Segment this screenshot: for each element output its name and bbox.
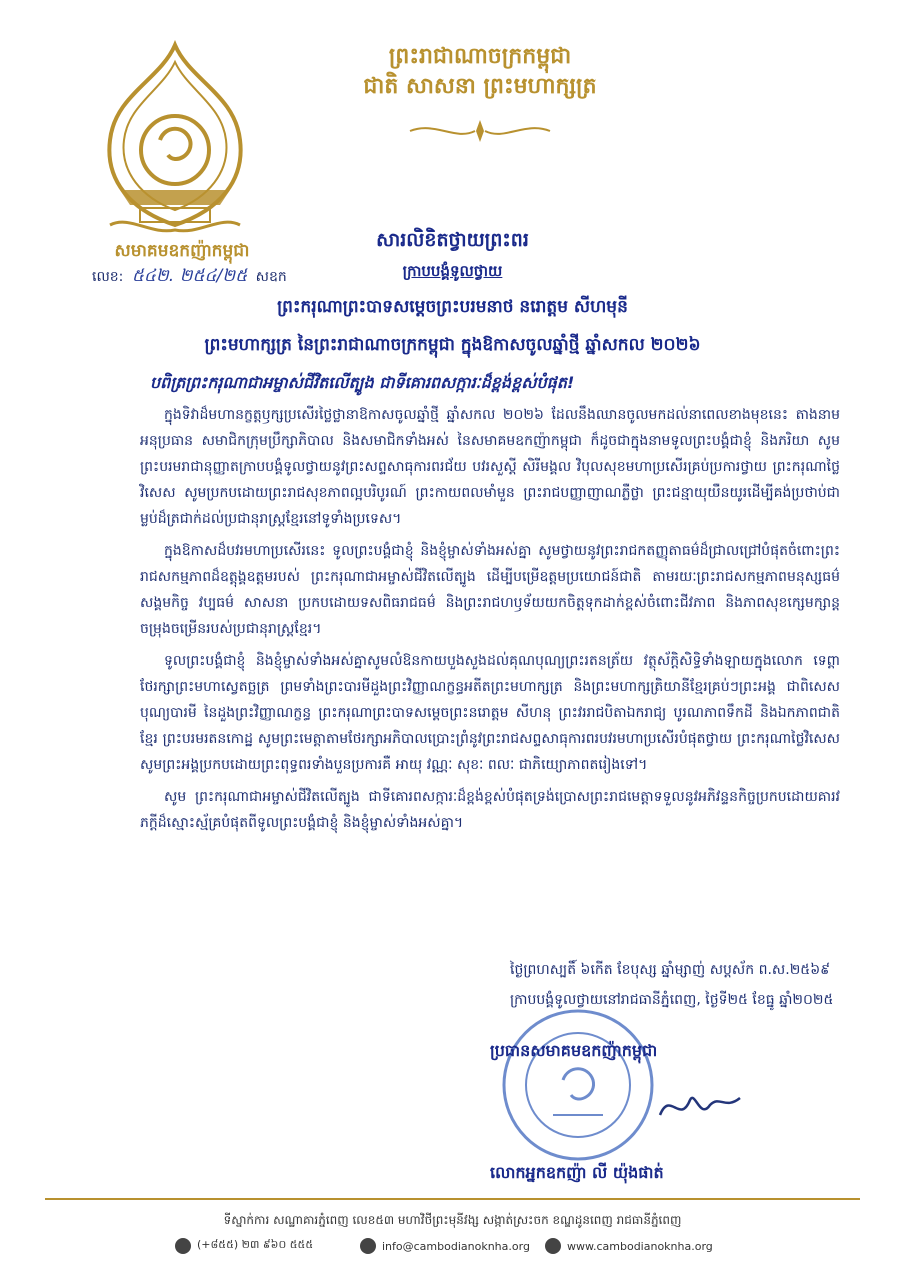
letter-subtitle: ក្រាបបង្គំទូលថ្វាយ [402,262,503,280]
addressee-line-2: ព្រះមហាក្សត្រ នៃព្រះរាជាណាចក្រកម្ពុជា ក្នុងឱកាសចូលឆ្នាំថ្មី ឆ្នាំសកល ២០២៦ [204,335,701,355]
signatory-title: ប្រធានសមាគមឧកញ៉ាកម្ពុជា [490,1041,658,1060]
addressee-line-1: ព្រះករុណាព្រះបាទសម្តេចព្រះបរមនាថ នរោត្តម សីហមុនី [277,297,628,317]
email-text: info@cambodianoknha.org [382,1239,530,1253]
signature-icon [655,1080,745,1130]
paragraph-4: សូម ព្រះករុណាជាអម្ចាស់ជីវិតលើត្បូង ជាទីគោរពសក្ការៈដ៏ខ្ពង់ខ្ពស់បំផុតទ្រង់ប្រោសព្រះរាជមេត្តាទទួលនូវអភិវន្ទនកិច្ចប្រកបដោយគារវភក្តីដ៏ស្មោះស្ម័គ្របំផុតពីទូលព្រះបង្គំជាខ្ញុំ និងខ្ញុំម្ចាស់ទាំងអស់គ្នា។ [140,789,840,831]
footer-address: ទីស្នាក់ការ សណ្ឋាគារភ្នំពេញ លេខ៥៣ មហាវិថីព្រះមុនីវង្ស សង្កាត់ស្រះចក ខណ្ឌដូនពេញ រាជធានីភ្នំពេញ [223,1213,682,1227]
contact-email [360,1238,530,1254]
paragraph-3: ទូលព្រះបង្គំជាខ្ញុំ និងខ្ញុំម្ចាស់ទាំងអស់គ្នាសូមលំឱនកាយបួងសួងដល់គុណបុណ្យព្រះរតនត្រ័យ វត្ថុស័ក្តិសិទ្ធិទាំងឡាយក្នុងលោក ទេព្តាថែរក្សាព្រះមហាស្វេតច្ឆត្រ ព្រមទាំងព្រះបារមីដួងព្រះវិញ្ញាណក្ខន្ធអតីតព្រះមហាក្សត្រ និងព្រះមហាក្សត្រិយានីខ្មែរគ្រប់ៗព្រះអង្គ ជាពិសេសបុណ្យបារមី នៃដួងព្រះវិញ្ញាណក្ខន្ធ ព្រះករុណាព្រះបាទសម្តេចព្រះនរោត្តម សីហនុ ព្រះវររាជបិតាឯករាជ្យ បូរណភាពទឹកដី និងឯកភាពជាតិខ្មែរ ព្រះបរមរតនកោដ្ឋ សូមព្រះមេត្តាតាមថែរក្សាអភិបាលប្រោះព្រំនូវព្រះរាជសព្ទសាធុការពរបវរមហាប្រសើរបំផុតថ្វាយ ព្រះករុណាថ្លៃវិសេស សូមព្រះអង្គប្រកបដោយព្រះពុទ្ធពរទាំងបួនប្រការគឺ អាយុ វណ្ណៈ សុខៈ ពលៈ ជាភិយ្យោភាពតរៀងទៅ។ [140,653,840,773]
lunar-date: ថ្ងៃព្រហស្បតិ៍ ៦កើត ខែបុស្ស ឆ្នាំម្សាញ់ សប្តស័ក ព.ស.២៥៦៩ [510,962,831,978]
kingdom-title: ព្រះរាជាណាចក្រកម្ពុជា [388,44,572,69]
ornament-divider-icon [405,118,555,144]
association-logo [90,40,260,240]
globe-icon [545,1238,561,1254]
paragraph-1: ក្នុងទិវាដ៏មហានក្ខត្តឫក្សប្រសើរថ្លៃថ្លានាឱកាសចូលឆ្នាំថ្មី ឆ្នាំសកល ២០២៦ ដែលនឹងឈានចូលមកដល់នាពេលខាងមុខនេះ តាងនាមអនុប្រធាន សមាជិកក្រុមប្រឹក្សាភិបាល និងសមាជិកទាំងអស់ នៃសមាគមឧកញ៉ាកម្ពុជា ក៏ដូចជាក្នុងនាមទូលព្រះបង្គំជាខ្ញុំ និងភរិយា សូមព្រះបរមរាជានុញ្ញាតក្រាបបង្គំទូលថ្វាយនូវព្រះសព្ទសាធុការពរជ័យ បវរសួស្តី សិរីមង្គល វិបុលសុខមហាប្រសើរគ្រប់ប្រការថ្វាយ ព្រះករុណាថ្លៃវិសេស សូមប្រកបដោយព្រះរាជសុខភាពល្អបរិបូរណ៍ ព្រះកាយពលមាំមួន ព្រះរាជបញ្ញាញាណភ្លឺថ្លា ព្រះជន្មាយុយឺនយូរដើម្បីគង់ប្រថាប់ជាម្លប់ដ៏ត្រជាក់ដល់ប្រជានុរាស្ត្រខ្មែរនៅទូទាំងប្រទេស។ [140,407,840,527]
phone-text: (+៨៥៥) ២៣ ៩៦០ ៥៥៥ [197,1238,314,1251]
ref-suffix: សឧក [255,269,287,285]
contact-website [545,1238,713,1254]
footer-divider [45,1198,860,1200]
website-text: www.cambodianoknha.org [567,1239,713,1253]
place-and-date: ក្រាបបង្គំទូលថ្វាយនៅរាជធានីភ្នំពេញ, ថ្ងៃទី២៥ ខែធ្នូ ឆ្នាំ២០២៥ [510,992,834,1008]
contact-phone [175,1238,313,1254]
letter-body [140,402,840,842]
logo-emblem-icon [90,40,260,240]
email-icon [360,1238,376,1254]
association-name: សមាគមឧកញ៉ាកម្ពុជា [114,241,250,261]
salutation: បពិត្រព្រះករុណាជាអម្ចាស់ជីវិតលើត្បូង ជាទីគោរពសក្ការៈដ៏ខ្ពង់ខ្ពស់បំផុត! [150,373,575,392]
footer-contacts [175,1238,735,1262]
ref-label: លេខ: [92,269,124,285]
phone-icon [175,1238,191,1254]
association-seal-icon [498,1005,658,1165]
letter-title: សារលិខិតថ្វាយព្រះពរ [376,229,529,251]
paragraph-2: ក្នុងឱកាសដ៏បវរមហាប្រសើរនេះ ទូលព្រះបង្គំជាខ្ញុំ និងខ្ញុំម្ចាស់ទាំងអស់គ្នា សូមថ្វាយនូវព្រះរាជកតញ្ញុតាធម៌ដ៏ជ្រាលជ្រៅបំផុតចំពោះព្រះរាជសកម្មភាពដ៏ឧត្តុង្គឧត្តមរបស់ ព្រះករុណាជាអម្ចាស់ជីវិតលើត្បូង ដើម្បីបម្រើឧត្តមប្រយោជន៍ជាតិ តាមរយៈព្រះរាជសកម្មភាពមនុស្សធម៌ សង្គមកិច្ច វប្បធម៌ សាសនា ប្រកបដោយទសពិធរាជធម៌ និងព្រះរាជហឫទ័យយកចិត្តទុកដាក់ខ្ពស់ចំពោះជីវភាព និងភាពសុខក្សេមក្សាន្តចម្រុងចម្រើនរបស់ប្រជានុរាស្ត្រខ្មែរ។ [140,543,840,637]
kingdom-header [330,42,630,102]
ref-number: ៥៤២. ២៥៤/២៥ [131,266,248,286]
signer-name: លោកអ្នកឧកញ៉ា លី យ៉ុងផាត់ [490,1163,664,1182]
national-motto: ជាតិ សាសនា ព្រះមហាក្សត្រ [363,74,597,99]
